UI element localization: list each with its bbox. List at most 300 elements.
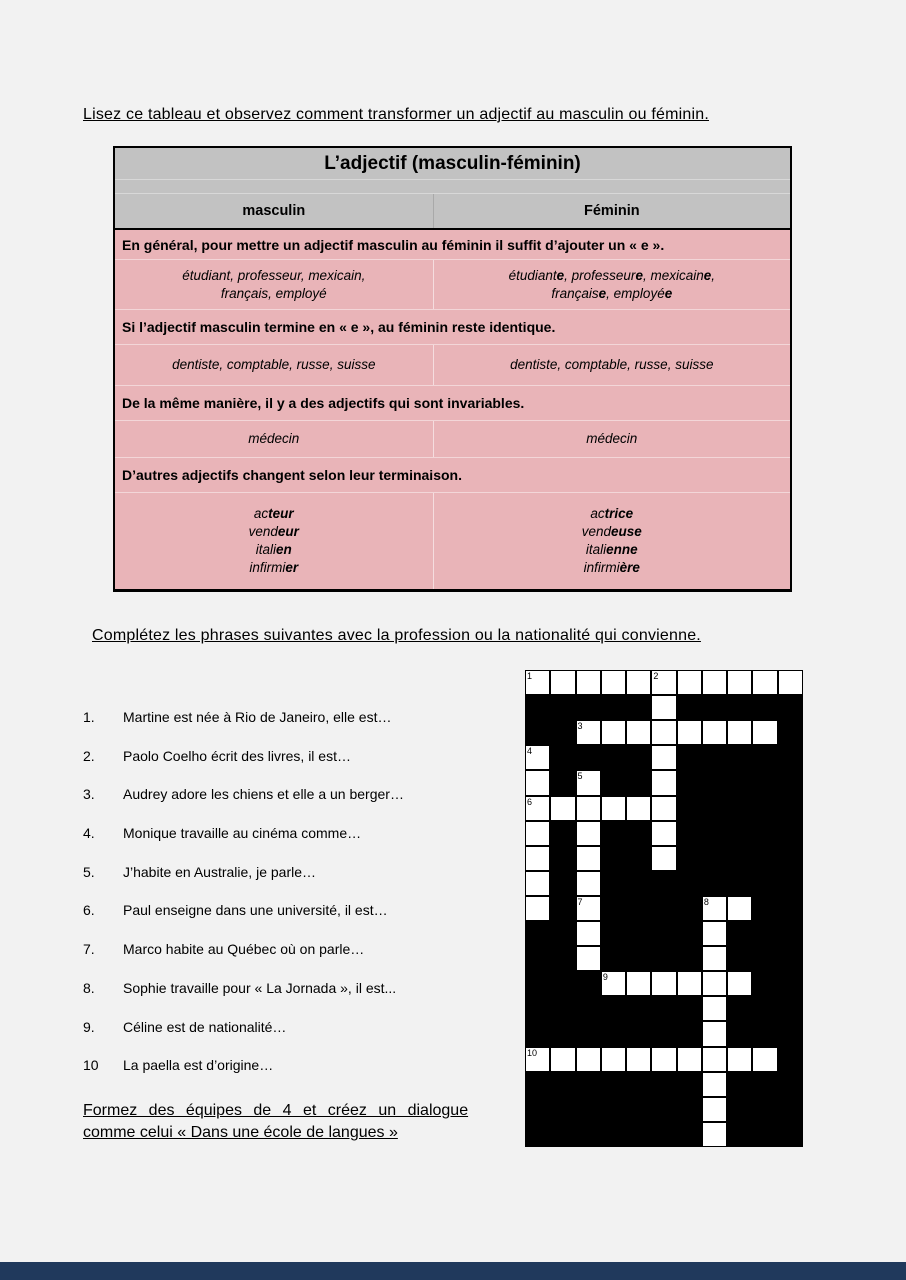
table-example-row: [115, 260, 790, 310]
crossword-cell: [525, 896, 550, 921]
crossword-cell: [525, 670, 550, 695]
crossword-block: [601, 996, 626, 1021]
crossword-block: [525, 1097, 550, 1122]
crossword-block: [677, 921, 702, 946]
crossword-cell: [727, 1047, 752, 1072]
crossword-block: [752, 996, 777, 1021]
crossword-block: [677, 846, 702, 871]
crossword-cell: [576, 770, 601, 795]
crossword-block: [752, 1021, 777, 1046]
example-line: français, employé: [220, 285, 327, 301]
crossword-block: [651, 871, 676, 896]
crossword-block: [702, 846, 727, 871]
crossword-block: [576, 971, 601, 996]
crossword-block: [525, 1072, 550, 1097]
table-rule-row: [115, 230, 790, 260]
crossword-block: [677, 1122, 702, 1147]
crossword-block: [651, 1122, 676, 1147]
crossword-block: [550, 996, 575, 1021]
crossword-block: [601, 846, 626, 871]
crossword-block: [651, 946, 676, 971]
crossword-block: [727, 921, 752, 946]
crossword-cell: [550, 796, 575, 821]
crossword-block: [727, 996, 752, 1021]
crossword-block: [677, 896, 702, 921]
crossword-block: [550, 921, 575, 946]
crossword-block: [778, 996, 803, 1021]
crossword-block: [626, 1021, 651, 1046]
example-line: française, employée: [551, 285, 673, 301]
crossword-block: [778, 770, 803, 795]
crossword-block: [651, 896, 676, 921]
crossword-cell: [778, 670, 803, 695]
adjective-table-body: [115, 230, 790, 589]
question-number: 2.: [83, 747, 95, 764]
example-feminin-cell: [434, 260, 790, 309]
crossword-block: [677, 1072, 702, 1097]
crossword-block: [550, 971, 575, 996]
crossword-cell: [576, 946, 601, 971]
example-line: actrice: [590, 506, 634, 521]
crossword-block: [626, 1072, 651, 1097]
crossword-block: [778, 1072, 803, 1097]
crossword-block: [525, 946, 550, 971]
question-text: Paolo Coelho écrit des livres, il est…: [123, 747, 351, 764]
crossword-block: [525, 1021, 550, 1046]
rule-text: D’autres adjectifs changent selon leur terminaison.: [122, 467, 462, 483]
crossword-block: [727, 770, 752, 795]
table-column-headers: [115, 194, 790, 230]
example-masculin-cell: [115, 345, 434, 385]
crossword-block: [677, 796, 702, 821]
crossword-cell: [702, 1072, 727, 1097]
question-item: [83, 980, 518, 1019]
crossword-block: [727, 871, 752, 896]
crossword-block: [778, 871, 803, 896]
crossword-block: [702, 745, 727, 770]
crossword-cell: [576, 921, 601, 946]
table-rule-row: [115, 310, 790, 345]
question-item: [83, 748, 518, 787]
example-masculin-cell: [115, 493, 434, 589]
crossword-cell: [677, 971, 702, 996]
crossword-block: [525, 695, 550, 720]
crossword-cell: [601, 971, 626, 996]
example-line: étudiante, professeure, mexicaine,: [508, 267, 716, 283]
crossword-block: [651, 996, 676, 1021]
crossword-cell: [702, 670, 727, 695]
crossword-block: [576, 745, 601, 770]
crossword-block: [550, 871, 575, 896]
crossword-cell: [601, 1047, 626, 1072]
crossword-cell: [677, 1047, 702, 1072]
crossword-cell: [525, 871, 550, 896]
example-line: médecin: [586, 431, 638, 446]
crossword-block: [752, 821, 777, 846]
crossword-block: [626, 921, 651, 946]
crossword-block: [576, 1021, 601, 1046]
crossword-block: [626, 871, 651, 896]
crossword-cell: [626, 720, 651, 745]
crossword-block: [626, 846, 651, 871]
crossword-cell: [576, 796, 601, 821]
crossword-block: [778, 821, 803, 846]
crossword-block: [550, 745, 575, 770]
crossword-cell: [525, 846, 550, 871]
table-title: L’adjectif (masculin-féminin): [115, 148, 790, 180]
crossword-block: [550, 846, 575, 871]
question-item: [83, 825, 518, 864]
crossword-block: [778, 921, 803, 946]
question-item: [83, 1057, 518, 1096]
crossword-cell: [601, 670, 626, 695]
crossword-cell: [702, 896, 727, 921]
crossword-cell: [677, 670, 702, 695]
question-text: Paul enseigne dans une université, il est…: [123, 902, 388, 919]
crossword-block: [601, 821, 626, 846]
example-line: infirmière: [583, 560, 640, 575]
crossword-cell: [626, 971, 651, 996]
question-item: [83, 1019, 518, 1058]
crossword-block: [626, 770, 651, 795]
crossword-block: [550, 720, 575, 745]
crossword-block: [525, 720, 550, 745]
crossword-block: [677, 996, 702, 1021]
crossword-block: [727, 796, 752, 821]
crossword-cell: [702, 946, 727, 971]
crossword-block: [778, 720, 803, 745]
closing-line-2: comme celui « Dans une école de langues »: [83, 1124, 398, 1141]
crossword-cell: [651, 720, 676, 745]
crossword-block: [702, 796, 727, 821]
question-number: 8.: [83, 979, 95, 996]
crossword-block: [702, 871, 727, 896]
closing-line-1: Formez des équipes de 4 et créez un dialogue: [83, 1102, 469, 1119]
crossword-block: [550, 1021, 575, 1046]
crossword-block: [651, 1097, 676, 1122]
crossword-block: [550, 821, 575, 846]
question-item: [83, 786, 518, 825]
crossword-block: [727, 1097, 752, 1122]
crossword-block: [778, 896, 803, 921]
crossword-cell: [525, 745, 550, 770]
rule-text: Si l’adjectif masculin termine en « e », au féminin reste identique.: [122, 319, 556, 335]
crossword-block: [576, 996, 601, 1021]
crossword-cell: [651, 971, 676, 996]
crossword-cell: [651, 796, 676, 821]
crossword-block: [550, 1072, 575, 1097]
question-number: 4.: [83, 825, 95, 842]
question-text: Céline est de nationalité…: [123, 1018, 287, 1035]
questions-list: [83, 709, 518, 1096]
crossword-cell: [752, 720, 777, 745]
crossword-block: [752, 896, 777, 921]
crossword-block: [752, 971, 777, 996]
question-number: 1.: [83, 709, 95, 725]
crossword-block: [550, 695, 575, 720]
question-text: Audrey adore les chiens et elle a un berger…: [123, 786, 404, 803]
example-masculin-cell: [115, 421, 434, 457]
crossword-block: [778, 1097, 803, 1122]
crossword-number: 5: [577, 771, 583, 782]
crossword-block: [601, 695, 626, 720]
crossword-block: [727, 821, 752, 846]
crossword-number: 7: [577, 896, 583, 907]
crossword-block: [601, 896, 626, 921]
crossword-block: [752, 796, 777, 821]
crossword-cell: [727, 670, 752, 695]
rule-text: De la même manière, il y a des adjectifs qui sont invariables.: [122, 395, 525, 411]
crossword-block: [727, 695, 752, 720]
question-number: 5.: [83, 863, 95, 880]
crossword-block: [601, 921, 626, 946]
crossword-block: [651, 1021, 676, 1046]
crossword-cell: [651, 770, 676, 795]
crossword-block: [778, 695, 803, 720]
crossword-cell: [550, 670, 575, 695]
crossword-block: [576, 695, 601, 720]
crossword-number: 6: [527, 796, 533, 807]
crossword-block: [525, 921, 550, 946]
crossword-block: [525, 1122, 550, 1147]
crossword-cell: [651, 1047, 676, 1072]
crossword-block: [727, 1072, 752, 1097]
crossword-block: [727, 846, 752, 871]
crossword-cell: [702, 971, 727, 996]
crossword-block: [727, 1122, 752, 1147]
question-number: 10: [83, 1057, 99, 1074]
example-feminin-cell: [434, 345, 790, 385]
crossword-block: [626, 695, 651, 720]
crossword-block: [601, 745, 626, 770]
crossword-block: [550, 1097, 575, 1122]
question-text: Marco habite au Québec où on parle…: [123, 941, 365, 958]
crossword-cell: [525, 796, 550, 821]
question-text: J’habite en Australie, je parle…: [123, 863, 316, 880]
example-feminin-cell: [434, 493, 790, 589]
crossword-cell: [651, 670, 676, 695]
crossword-cell: [525, 821, 550, 846]
question-number: 3.: [83, 786, 95, 803]
crossword-grid: [525, 670, 803, 1147]
crossword-cell: [702, 1097, 727, 1122]
crossword-block: [778, 1122, 803, 1147]
crossword-block: [752, 745, 777, 770]
crossword-cell: [752, 1047, 777, 1072]
crossword-block: [702, 695, 727, 720]
crossword-cell: [525, 1047, 550, 1072]
crossword-cell: [651, 846, 676, 871]
crossword-block: [752, 921, 777, 946]
crossword-cell: [702, 1047, 727, 1072]
crossword-block: [677, 770, 702, 795]
crossword-block: [752, 770, 777, 795]
crossword-cell: [727, 971, 752, 996]
crossword-block: [677, 946, 702, 971]
column-header-feminin: Féminin: [584, 203, 640, 219]
example-line: vendeuse: [581, 524, 642, 539]
question-number: 7.: [83, 941, 95, 958]
crossword-cell: [576, 896, 601, 921]
crossword-block: [601, 1021, 626, 1046]
example-line: infirmier: [249, 560, 299, 575]
question-number: 6.: [83, 902, 95, 919]
question-item: [83, 941, 518, 980]
crossword-number: 1: [527, 671, 533, 681]
crossword-cell: [576, 1047, 601, 1072]
question-text: Martine est née à Rio de Janeiro, elle est…: [123, 709, 392, 725]
example-line: italienne: [585, 542, 638, 557]
crossword-number: 8: [703, 896, 709, 907]
crossword-cell: [651, 695, 676, 720]
crossword-block: [601, 946, 626, 971]
crossword-cell: [702, 1122, 727, 1147]
crossword-block: [778, 1047, 803, 1072]
crossword-block: [727, 946, 752, 971]
crossword-block: [702, 770, 727, 795]
crossword-block: [677, 1021, 702, 1046]
table-example-row: [115, 493, 790, 589]
crossword-block: [752, 871, 777, 896]
crossword-block: [752, 695, 777, 720]
example-line: étudiant, professeur, mexicain,: [182, 267, 366, 283]
crossword-block: [550, 1122, 575, 1147]
crossword-cell: [576, 846, 601, 871]
crossword-block: [752, 1097, 777, 1122]
crossword-block: [626, 1122, 651, 1147]
crossword-cell: [702, 720, 727, 745]
instruction-complete-sentences: Complétez les phrases suivantes avec la profession ou la nationalité qui convienne.: [92, 627, 701, 644]
crossword-cell: [727, 896, 752, 921]
crossword-block: [525, 996, 550, 1021]
crossword-cell: [651, 745, 676, 770]
crossword-block: [601, 1122, 626, 1147]
crossword-number: 2: [653, 671, 659, 681]
crossword-block: [651, 921, 676, 946]
table-example-row: [115, 345, 790, 386]
crossword-cell: [702, 1021, 727, 1046]
crossword-block: [601, 871, 626, 896]
crossword-block: [626, 946, 651, 971]
table-rule-row: [115, 386, 790, 421]
example-line: italien: [255, 542, 292, 557]
crossword-block: [626, 821, 651, 846]
crossword-cell: [752, 670, 777, 695]
crossword-block: [778, 971, 803, 996]
crossword-block: [601, 1072, 626, 1097]
closing-instruction: [83, 1100, 497, 1144]
crossword-block: [576, 1122, 601, 1147]
example-masculin-cell: [115, 260, 434, 309]
crossword-cell: [651, 821, 676, 846]
question-item: [83, 709, 518, 748]
crossword-cell: [576, 871, 601, 896]
example-feminin-cell: [434, 421, 790, 457]
question-text: La paella est d’origine…: [123, 1057, 274, 1074]
table-rule-row: [115, 458, 790, 493]
example-line: dentiste, comptable, russe, suisse: [510, 357, 714, 372]
crossword-block: [626, 896, 651, 921]
crossword-block: [651, 1072, 676, 1097]
instruction-read-table: Lisez ce tableau et observez comment transformer un adjectif au masculin ou féminin.: [83, 106, 709, 123]
crossword-cell: [702, 921, 727, 946]
crossword-cell: [601, 796, 626, 821]
crossword-block: [778, 796, 803, 821]
crossword-cell: [550, 1047, 575, 1072]
crossword-block: [727, 1021, 752, 1046]
crossword-cell: [626, 670, 651, 695]
crossword-block: [601, 1097, 626, 1122]
crossword-block: [752, 1072, 777, 1097]
question-item: [83, 902, 518, 941]
crossword-cell: [702, 996, 727, 1021]
question-item: [83, 864, 518, 903]
adjective-table: [113, 146, 792, 592]
crossword-block: [576, 1072, 601, 1097]
crossword-block: [752, 1122, 777, 1147]
crossword-block: [778, 1021, 803, 1046]
crossword-block: [525, 971, 550, 996]
crossword-block: [778, 846, 803, 871]
crossword-block: [752, 946, 777, 971]
question-text: Sophie travaille pour « La Jornada », il est...: [123, 979, 397, 996]
crossword-number: 9: [602, 972, 608, 983]
crossword-block: [550, 946, 575, 971]
crossword-block: [601, 770, 626, 795]
crossword-cell: [525, 770, 550, 795]
crossword-cell: [576, 821, 601, 846]
crossword-block: [677, 871, 702, 896]
example-line: médecin: [248, 431, 300, 446]
crossword-cell: [677, 720, 702, 745]
crossword-cell: [576, 720, 601, 745]
crossword-cell: [601, 720, 626, 745]
crossword-block: [752, 846, 777, 871]
crossword-block: [550, 896, 575, 921]
crossword-cell: [626, 796, 651, 821]
example-line: dentiste, comptable, russe, suisse: [172, 357, 376, 372]
crossword-block: [677, 1097, 702, 1122]
crossword-block: [576, 1097, 601, 1122]
crossword-block: [626, 1097, 651, 1122]
table-example-row: [115, 421, 790, 458]
crossword-cell: [626, 1047, 651, 1072]
crossword-block: [778, 946, 803, 971]
question-number: 9.: [83, 1018, 95, 1035]
example-line: acteur: [253, 506, 294, 521]
crossword-block: [626, 996, 651, 1021]
crossword-block: [677, 821, 702, 846]
crossword-cell: [576, 670, 601, 695]
column-header-masculin: masculin: [115, 194, 434, 228]
crossword-cell: [727, 720, 752, 745]
crossword-block: [677, 695, 702, 720]
crossword-block: [626, 745, 651, 770]
crossword-number: 10: [527, 1047, 538, 1058]
rule-text: En général, pour mettre un adjectif masculin au féminin il suffit d’ajouter un « e ».: [122, 236, 665, 253]
crossword-block: [550, 770, 575, 795]
crossword-block: [727, 745, 752, 770]
footer-bar: [0, 1262, 906, 1280]
crossword-block: [778, 745, 803, 770]
crossword-number: 3: [577, 721, 583, 732]
example-line: vendeur: [248, 524, 299, 539]
crossword-number: 4: [527, 746, 533, 757]
crossword-block: [702, 821, 727, 846]
question-text: Monique travaille au cinéma comme…: [123, 825, 362, 842]
crossword-block: [677, 745, 702, 770]
table-header-spacer: [115, 180, 790, 194]
